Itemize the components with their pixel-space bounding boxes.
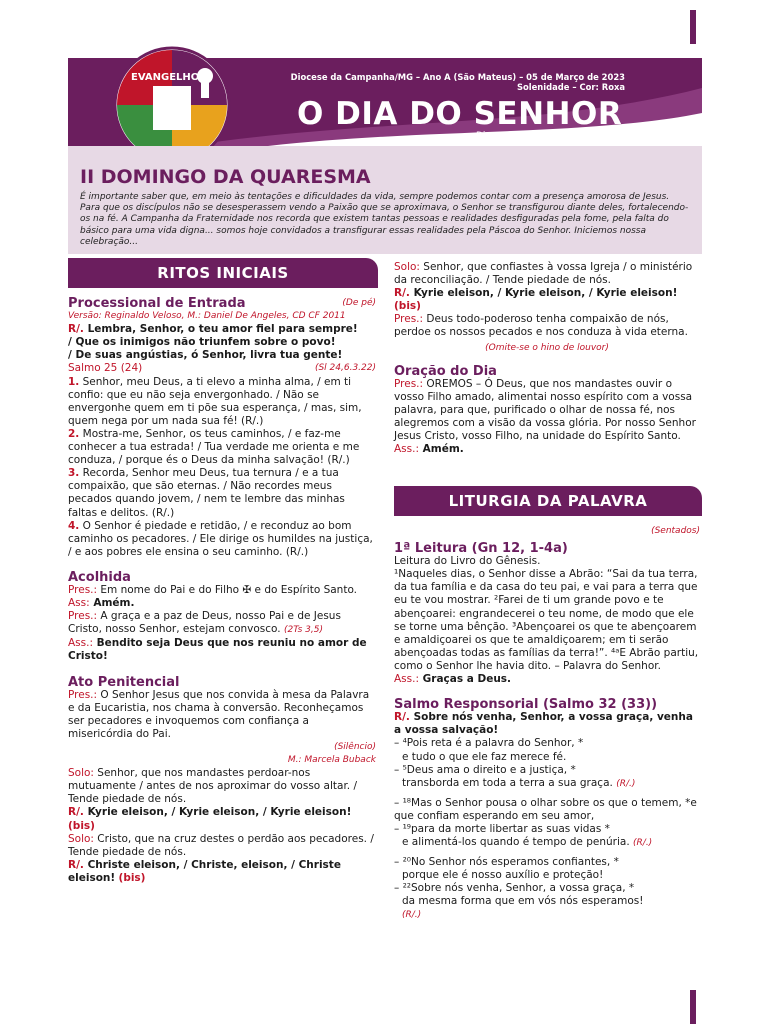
verse-1: 1. Senhor, meu Deus, a ti elevo a minha alma, / em ti confio: que eu não seja envergonhado. / Não se envergonhe quem em ti põe sua esperança, / mas, sim, quem nega por um nada sua fé! (R/.): [68, 375, 362, 427]
acolhida-line-2: Ass: Amém.: [68, 597, 135, 610]
sentados-note: (Sentados): [651, 526, 700, 536]
leitura-text: ¹Naqueles dias, o Senhor disse a Abrão: “Sai da tua terra, da tua família e da casa do teu pai, e vai para a terra que eu te vou mostrar. ²Farei de ti um grande povo e te abençoarei: engrandecerei o teu nome, de modo que ele se torne uma bênção. ³Abençoarei os que te abençoarem e amaldiçoarei os que te amaldiçoarem; em ti serão abençoadas todas as famílias da terra!”. ⁴ᵃE Abrão partiu, como o Senhor lhe havia dito. – Palavra do Senhor.: [394, 568, 699, 672]
salmo-verse-3b: porque ele é nosso auxílio e proteção!: [402, 869, 604, 882]
page-subtitle: Diocese de Campanha-MG: [476, 131, 596, 141]
salmo-verse-1b: e tudo o que ele faz merece fé.: [402, 750, 567, 763]
salmo-final-refrain: (R/.): [402, 909, 422, 920]
ato-autor: M.: Marcela Buback: [287, 755, 376, 766]
oracao-amen: Ass.: Amém.: [394, 443, 464, 456]
processional-note: (De pé): [342, 298, 376, 308]
refrain-line-3: / De suas angústias, ó Senhor, livra tua gente!: [68, 349, 343, 362]
ato-solo-3: Solo: Senhor, que confiastes à vossa Igreja / o ministério da reconciliação. / Tende piedade de nós.: [394, 261, 693, 287]
logo-text: EVANGELHO: [131, 72, 200, 83]
page-title: O DIA DO SENHOR: [297, 96, 623, 132]
oracao-text: Pres.: OREMOS – Ó Deus, que nos mandastes ouvir o vosso Filho amado, alimentai nosso espírito com a vossa palavra, para que, purificado o olhar de nossa fé, nos alegremos com a visão da vossa glória. Por nosso Senhor Jesus Cristo, vosso Filho, na unidade do Espírito Santo.: [394, 377, 696, 443]
verse-2: 2. Mostra-me, Senhor, os teus caminhos, / e faz-me conhecer a tua estrada! / Tua verdade me orienta e me conduza, / porque és o Deus da minha salvação! (R/.): [68, 427, 360, 467]
solenidade-line: Solenidade – Cor: Roxa: [516, 82, 625, 92]
refrain-line-1: Lembra, Senhor, o teu amor fiel para sempre!: [87, 323, 358, 336]
left-column: [68, 297, 376, 885]
oracao-title: Oração do Dia: [394, 363, 497, 379]
ato-penitencial-title: Ato Penitencial: [68, 674, 180, 690]
right-column-bottom: [394, 525, 700, 922]
ato-response-2: R/. Christe eleison, / Christe, eleison, / Christe eleison! (bis): [68, 858, 341, 884]
salmo-verse-2a: – ¹⁸Mas o Senhor pousa o olhar sobre os que o temem, *e que confiam esperando em seu amor,: [394, 796, 697, 822]
salmo-responsorial-title: Salmo Responsorial (Salmo 32 (33)): [394, 697, 658, 713]
right-column-top: [394, 261, 700, 456]
ato-response-3: R/. Kyrie eleison, / Kyrie eleison, / Kyrie eleison! (bis): [394, 287, 678, 313]
leitura-title: 1ª Leitura (Gn 12, 1-4a): [394, 541, 568, 557]
salmo-verse-3a: – ²⁰No Senhor nós esperamos confiantes, *: [394, 856, 619, 869]
ato-response-1: R/. Kyrie eleison, / Kyrie eleison, / Kyrie eleison! (bis): [68, 806, 352, 832]
ato-intro: Pres.: O Senhor Jesus que nos convida à mesa da Palavra e da Eucaristia, nos chama à conversão. Reconheçamos ser pecadores e invoquemos com confiança a misericórdia do Pai.: [68, 688, 370, 740]
banner-liturgia-palavra: LITURGIA DA PALAVRA: [394, 486, 702, 516]
processional-title: Processional de Entrada: [68, 296, 246, 311]
salmo-label: Salmo 25 (24): [68, 362, 143, 375]
acolhida-line-1: Pres.: Em nome do Pai e do Filho ✠ e do Espírito Santo.: [68, 583, 358, 596]
salmo-verse-3d: da mesma forma que em vós nós esperamos!: [402, 895, 644, 908]
page-edge-mark-top: [690, 10, 696, 44]
processional-versao: Versão: Reginaldo Veloso, M.: Daniel De Angeles, CD CF 2011: [68, 311, 346, 322]
absolvicao: Pres.: Deus todo-poderoso tenha compaixão de nós, perdoe os nossos pecados e nos conduza à vida eterna.: [394, 313, 688, 339]
salmo-verse-1a: – ⁴Pois reta é a palavra do Senhor, *: [394, 737, 584, 750]
salmo-verse-3c: – ²²Sobre nós venha, Senhor, a vossa graça, *: [394, 882, 635, 895]
leitura-response: Ass.: Graças a Deus.: [394, 673, 512, 686]
silencio-note: (Silêncio): [334, 742, 376, 752]
salmo-verse-2b: – ¹⁹para da morte libertar as suas vidas *: [394, 822, 610, 835]
page-edge-mark-bottom: [690, 990, 696, 1024]
salmo-verse-1d: transborda em toda a terra a sua graça. (R/.): [402, 776, 636, 789]
salmo-verse-1c: – ⁵Deus ama o direito e a justiça, *: [394, 763, 576, 776]
ato-solo-2: Solo: Cristo, que na cruz destes o perdão aos pecadores. / Tende piedade de nós.: [68, 832, 374, 858]
acolhida-line-3: Pres.: A graça e a paz de Deus, nosso Pai e de Jesus Cristo, nosso Senhor, estejam convosco. (2Ts 3,5): [68, 610, 341, 636]
banner-ritos-iniciais: RITOS INICIAIS: [68, 258, 378, 288]
salmo-refrain: R/. Sobre nós venha, Senhor, a vossa graça, venha a vossa salvação!: [394, 711, 693, 737]
acolhida-title: Acolhida: [68, 569, 131, 585]
ato-solo-1: Solo: Senhor, que nos mandastes perdoar-nos mutuamente / antes de nos aproximar do vosso altar. / Tende piedade de nós.: [68, 767, 358, 806]
intro-text: É importante saber que, em meio às tentações e dificuldades da vida, sempre podemos contar com a presença amorosa de Jesus. Para que os discípulos não se desesperassem vendo a Paixão que se aproximava, o Senhor se transfigurou diante deles, fortalecendo-os na fé. A Campanha da Fraternidade nos recorda que existem tantas pessoas e realidades desfiguradas pela fome, pela falta do básico para uma vida digna... somos hoje convidados a transfigurar essas realidades pela Páscoa do Senhor. Iniciemos nossa celebração...: [80, 192, 689, 247]
acolhida-line-4: Ass.: Bendito seja Deus que nos reuniu no amor de Cristo!: [68, 637, 367, 663]
diocese-line: Diocese da Campanha/MG – Ano A (São Mateus) – 05 de Março de 2023: [290, 72, 625, 82]
salmo-ref: (Sl 24,6.3.22): [314, 363, 376, 374]
sunday-title: II DOMINGO DA QUARESMA: [80, 166, 371, 188]
refrain-line-2: / Que os inimigos não triunfem sobre o povo!: [68, 336, 336, 349]
leitura-intro: Leitura do Livro do Gênesis.: [394, 555, 541, 568]
salmo-verse-2c: e alimentá-los quando é tempo de penúria. (R/.): [402, 836, 653, 849]
refrain-label: R/.: [68, 323, 84, 336]
verse-3: 3. Recorda, Senhor meu Deus, tua ternura / e a tua compaixão, que são eternas. / Não recordes meus pecados quando jovem, / nem te lembre das minhas faltas e delitos. (R/.): [68, 467, 345, 519]
verse-4: 4. O Senhor é piedade e retidão, / e reconduz ao bom caminho os pecadores. / Ele dirige os humildes na justiça, / e aos pobres ele ensina o seu caminho. (R/.): [68, 519, 373, 558]
omite-note: (Omite-se o hino de louvor): [485, 342, 609, 353]
